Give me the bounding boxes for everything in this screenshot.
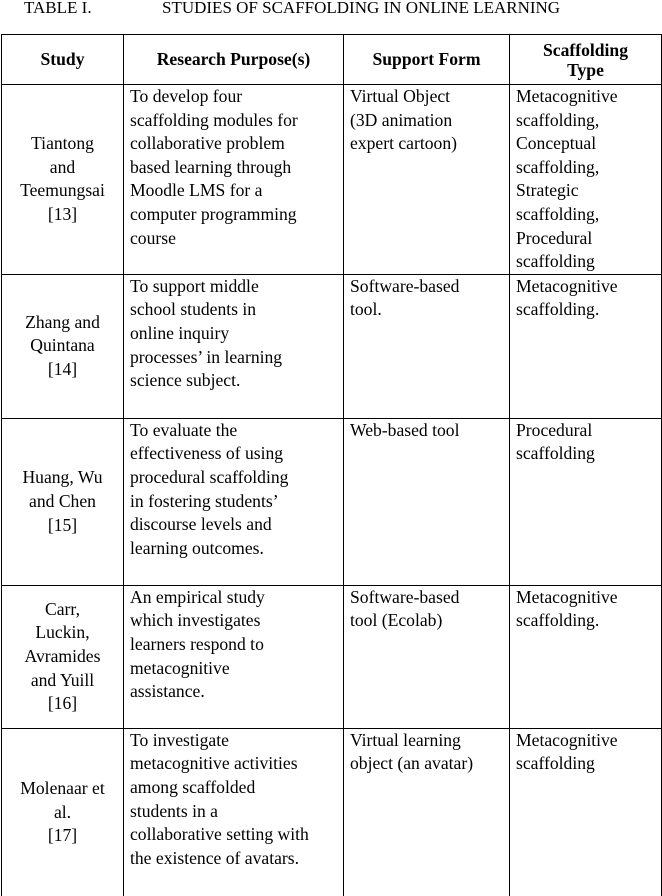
table-row xyxy=(2,728,662,896)
scaffolding-type-cell: Procedural scaffolding xyxy=(510,418,662,585)
purpose-cell: An empirical study which investigates learners respond to metacognitive assistance. xyxy=(124,585,344,728)
support-form-cell: Web-based tool xyxy=(344,418,510,585)
header-scaffolding-type: Scaffolding Type xyxy=(510,35,662,85)
study-cell: Molenaar et al. [17] xyxy=(2,728,124,896)
support-form-cell: Software-based tool (Ecolab) xyxy=(344,585,510,728)
table-row xyxy=(2,274,662,418)
support-form-cell: Software-based tool. xyxy=(344,274,510,418)
study-cell: Huang, Wu and Chen [15] xyxy=(2,418,124,585)
study-cell: Tiantong and Teemungsai [13] xyxy=(2,85,124,275)
studies-table xyxy=(1,34,662,896)
table-row xyxy=(2,418,662,585)
scaffolding-type-cell: Metacognitive scaffolding xyxy=(510,728,662,896)
table-caption xyxy=(0,0,662,19)
scaffolding-type-cell: Metacognitive scaffolding, Conceptual scaffolding, Strategic scaffolding, Procedural scaffolding xyxy=(510,85,662,275)
header-study: Study xyxy=(2,35,124,85)
purpose-cell: To investigate metacognitive activities among scaffolded students in a collaborative setting with the existence of avatars. xyxy=(124,728,344,896)
support-form-cell: Virtual Object (3D animation expert cartoon) xyxy=(344,85,510,275)
purpose-cell: To evaluate the effectiveness of using procedural scaffolding in fostering students’ discourse levels and learning outcomes. xyxy=(124,418,344,585)
table-title: STUDIES OF SCAFFOLDING IN ONLINE LEARNING xyxy=(162,0,561,17)
purpose-cell: To support middle school students in online inquiry processes’ in learning science subject. xyxy=(124,274,344,418)
table-header-row xyxy=(2,35,662,85)
purpose-cell: To develop four scaffolding modules for collaborative problem based learning through Moodle LMS for a computer programming course xyxy=(124,85,344,275)
table-row xyxy=(2,85,662,275)
table-row xyxy=(2,585,662,728)
study-cell: Zhang and Quintana [14] xyxy=(2,274,124,418)
scaffolding-type-cell: Metacognitive scaffolding. xyxy=(510,585,662,728)
study-cell: Carr, Luckin, Avramides and Yuill [16] xyxy=(2,585,124,728)
scaffolding-type-cell: Metacognitive scaffolding. xyxy=(510,274,662,418)
support-form-cell: Virtual learning object (an avatar) xyxy=(344,728,510,896)
header-support-form: Support Form xyxy=(344,35,510,85)
header-research-purpose: Research Purpose(s) xyxy=(124,35,344,85)
table-number: TABLE I. xyxy=(24,0,92,17)
